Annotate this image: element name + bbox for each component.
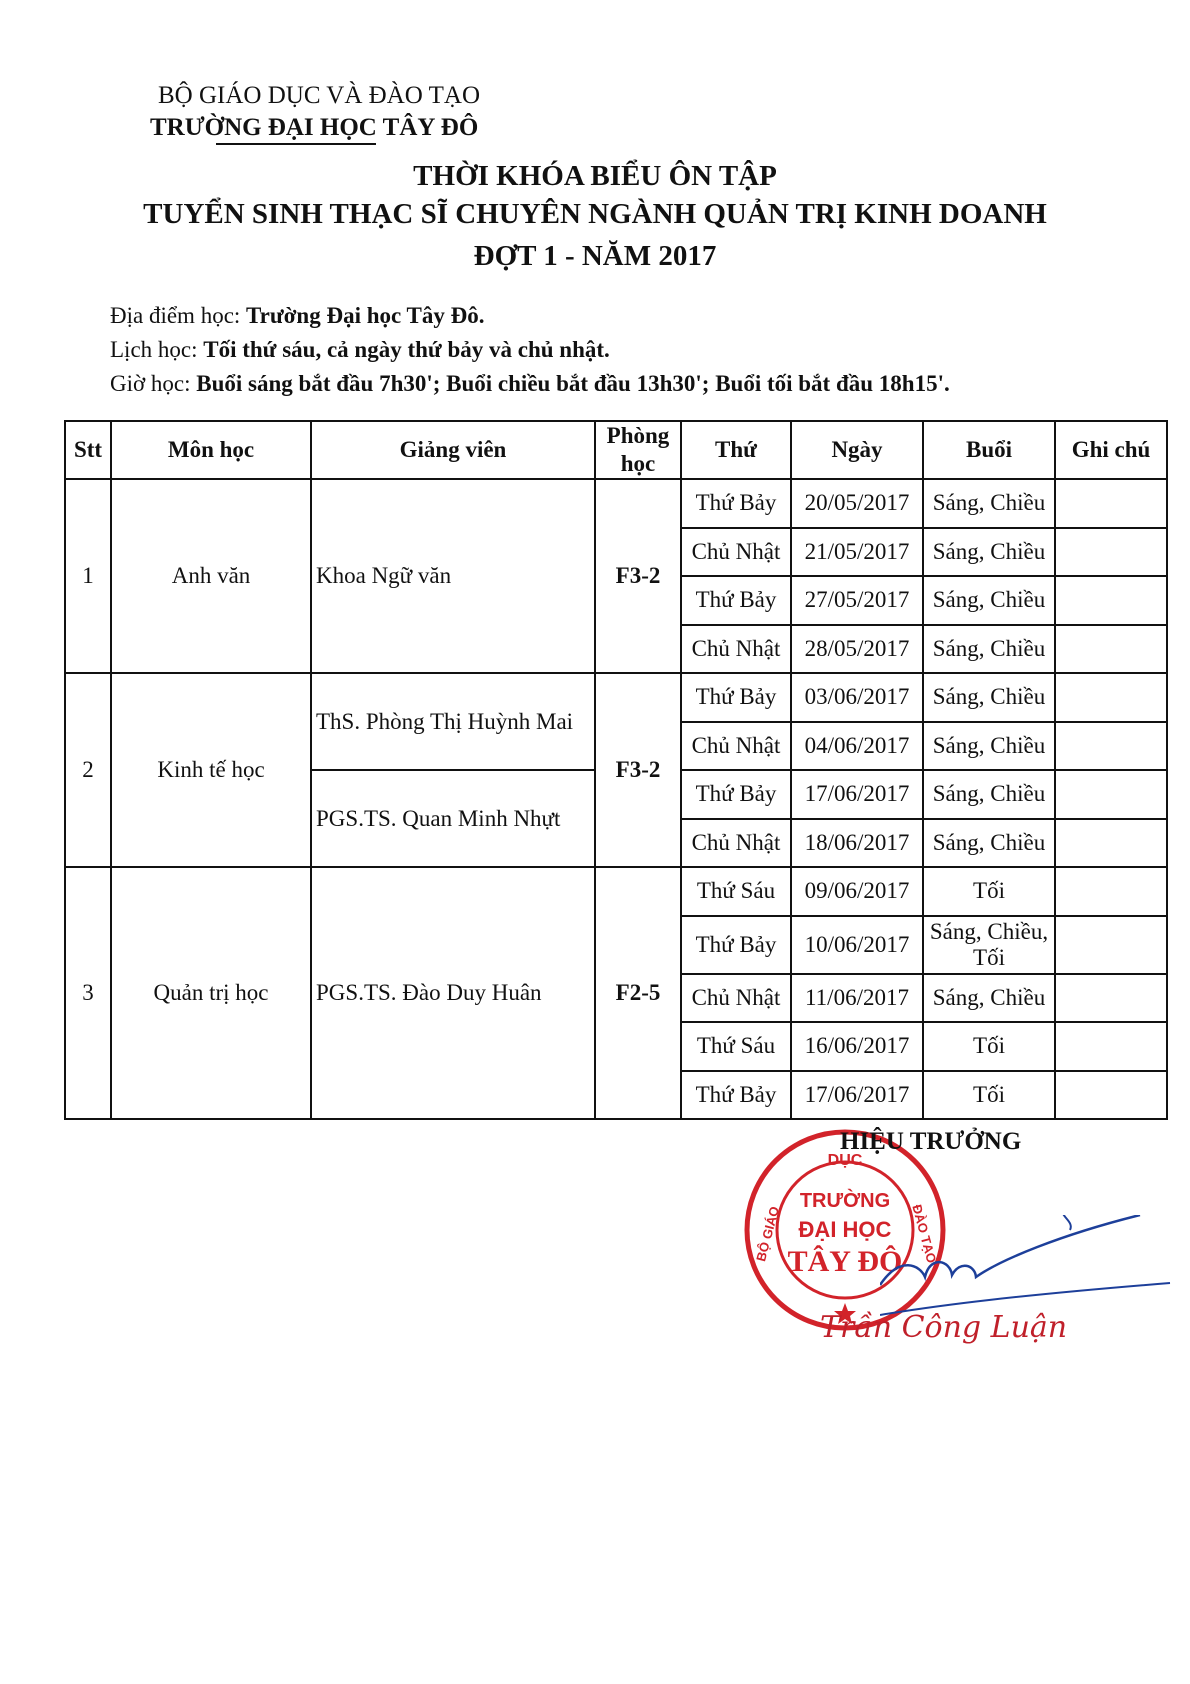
row-note xyxy=(1055,1022,1167,1071)
doc-subtitle: TUYỂN SINH THẠC SĨ CHUYÊN NGÀNH QUẢN TRỊ KINH DOANH xyxy=(143,198,1047,230)
info-time-value: Buổi sáng bắt đầu 7h30'; Buổi chiều bắt đầu 13h30'; Buổi tối bắt đầu 18h15'. xyxy=(196,371,950,396)
school-name: TRƯỜNG ĐẠI HỌC TÂY ĐÔ xyxy=(150,114,479,141)
row-session: Tối xyxy=(923,867,1055,916)
header-session: Buổi xyxy=(923,421,1055,479)
group-room: F3-2 xyxy=(595,673,681,867)
row-note xyxy=(1055,722,1167,771)
signer-name: Trần Công Luận xyxy=(820,1310,1068,1345)
row-session: Sáng, Chiều xyxy=(923,770,1055,819)
group-lecturer: Khoa Ngữ văn xyxy=(311,479,595,673)
row-session: Sáng, Chiều xyxy=(923,528,1055,577)
row-day: Chủ Nhật xyxy=(681,819,791,868)
group-subject: Quản trị học xyxy=(111,867,311,1119)
row-date: 18/06/2017 xyxy=(791,819,923,868)
row-note xyxy=(1055,819,1167,868)
header-subject: Môn học xyxy=(111,421,311,479)
row-date: 16/06/2017 xyxy=(791,1022,923,1071)
row-session: Sáng, Chiều xyxy=(923,479,1055,528)
signer-title: HIỆU TRƯỞNG xyxy=(840,1128,1022,1155)
row-note xyxy=(1055,1071,1167,1120)
stamp-outer-top: DỤC xyxy=(827,1152,863,1169)
row-note xyxy=(1055,867,1167,916)
group-stt: 1 xyxy=(65,479,111,673)
row-session: Sáng, Chiều xyxy=(923,819,1055,868)
group-lecturer: ThS. Phòng Thị Huỳnh Mai xyxy=(311,673,595,770)
header-room: Phòng học xyxy=(595,421,681,479)
info-schedule-label: Lịch học: xyxy=(110,337,204,362)
header-lecturer: Giảng viên xyxy=(311,421,595,479)
row-date: 09/06/2017 xyxy=(791,867,923,916)
row-session: Sáng, Chiều xyxy=(923,722,1055,771)
group-subject: Anh văn xyxy=(111,479,311,673)
group-stt: 3 xyxy=(65,867,111,1119)
row-date: 20/05/2017 xyxy=(791,479,923,528)
row-day: Chủ Nhật xyxy=(681,625,791,674)
row-note xyxy=(1055,974,1167,1023)
row-session: Sáng, Chiều xyxy=(923,673,1055,722)
row-session: Sáng, Chiều xyxy=(923,576,1055,625)
row-day: Thứ Sáu xyxy=(681,1022,791,1071)
group-lecturer: PGS.TS. Đào Duy Huân xyxy=(311,867,595,1119)
school-underline xyxy=(216,143,376,145)
row-day: Thứ Bảy xyxy=(681,1071,791,1120)
row-date: 17/06/2017 xyxy=(791,1071,923,1120)
row-day: Thứ Bảy xyxy=(681,673,791,722)
row-date: 21/05/2017 xyxy=(791,528,923,577)
row-day: Chủ Nhật xyxy=(681,528,791,577)
stamp-outer-left: BỘ GIÁO xyxy=(753,1204,783,1263)
header-stt: Stt xyxy=(65,421,111,479)
row-date: 28/05/2017 xyxy=(791,625,923,674)
row-date: 11/06/2017 xyxy=(791,974,923,1023)
row-date: 17/06/2017 xyxy=(791,770,923,819)
row-session: Tối xyxy=(923,1071,1055,1120)
row-day: Thứ Bảy xyxy=(681,770,791,819)
group-room: F2-5 xyxy=(595,867,681,1119)
info-time xyxy=(110,371,950,397)
doc-title: THỜI KHÓA BIỂU ÔN TẬP xyxy=(413,160,777,192)
row-day: Thứ Bảy xyxy=(681,576,791,625)
row-session: Tối xyxy=(923,1022,1055,1071)
row-date: 27/05/2017 xyxy=(791,576,923,625)
row-session: Sáng, Chiều xyxy=(923,625,1055,674)
ministry-name: BỘ GIÁO DỤC VÀ ĐÀO TẠO xyxy=(158,82,480,109)
row-day: Thứ Sáu xyxy=(681,867,791,916)
row-note xyxy=(1055,625,1167,674)
info-schedule xyxy=(110,337,610,363)
row-note xyxy=(1055,916,1167,974)
row-day: Chủ Nhật xyxy=(681,722,791,771)
info-location xyxy=(110,303,485,329)
row-session: Sáng, Chiều xyxy=(923,974,1055,1023)
row-day: Chủ Nhật xyxy=(681,974,791,1023)
group-subject: Kinh tế học xyxy=(111,673,311,867)
row-date: 10/06/2017 xyxy=(791,916,923,974)
group-lecturer: PGS.TS. Quan Minh Nhựt xyxy=(311,770,595,867)
group-room: F3-2 xyxy=(595,479,681,673)
header-note: Ghi chú xyxy=(1055,421,1167,479)
info-time-label: Giờ học: xyxy=(110,371,197,396)
header-day: Thứ xyxy=(681,421,791,479)
row-session: Sáng, Chiều, Tối xyxy=(923,916,1055,974)
info-schedule-value: Tối thứ sáu, cả ngày thứ bảy và chủ nhật. xyxy=(203,337,610,362)
row-date: 03/06/2017 xyxy=(791,673,923,722)
row-note xyxy=(1055,576,1167,625)
group-stt: 2 xyxy=(65,673,111,867)
stamp-line-1: TRƯỜNG xyxy=(799,1190,891,1212)
row-note xyxy=(1055,479,1167,528)
schedule-table xyxy=(64,420,1168,1120)
stamp-outer-right: ĐÀO TẠO xyxy=(909,1202,940,1265)
row-day: Thứ Bảy xyxy=(681,916,791,974)
stamp-line-3: TÂY ĐÔ xyxy=(787,1245,903,1278)
doc-batch: ĐỢT 1 - NĂM 2017 xyxy=(473,240,717,272)
header-date: Ngày xyxy=(791,421,923,479)
row-day: Thứ Bảy xyxy=(681,479,791,528)
info-location-value: Trường Đại học Tây Đô. xyxy=(246,303,485,328)
row-date: 04/06/2017 xyxy=(791,722,923,771)
row-note xyxy=(1055,770,1167,819)
row-note xyxy=(1055,673,1167,722)
stamp-line-2: ĐẠI HỌC xyxy=(798,1217,892,1242)
info-location-label: Địa điểm học: xyxy=(110,303,247,328)
row-note xyxy=(1055,528,1167,577)
